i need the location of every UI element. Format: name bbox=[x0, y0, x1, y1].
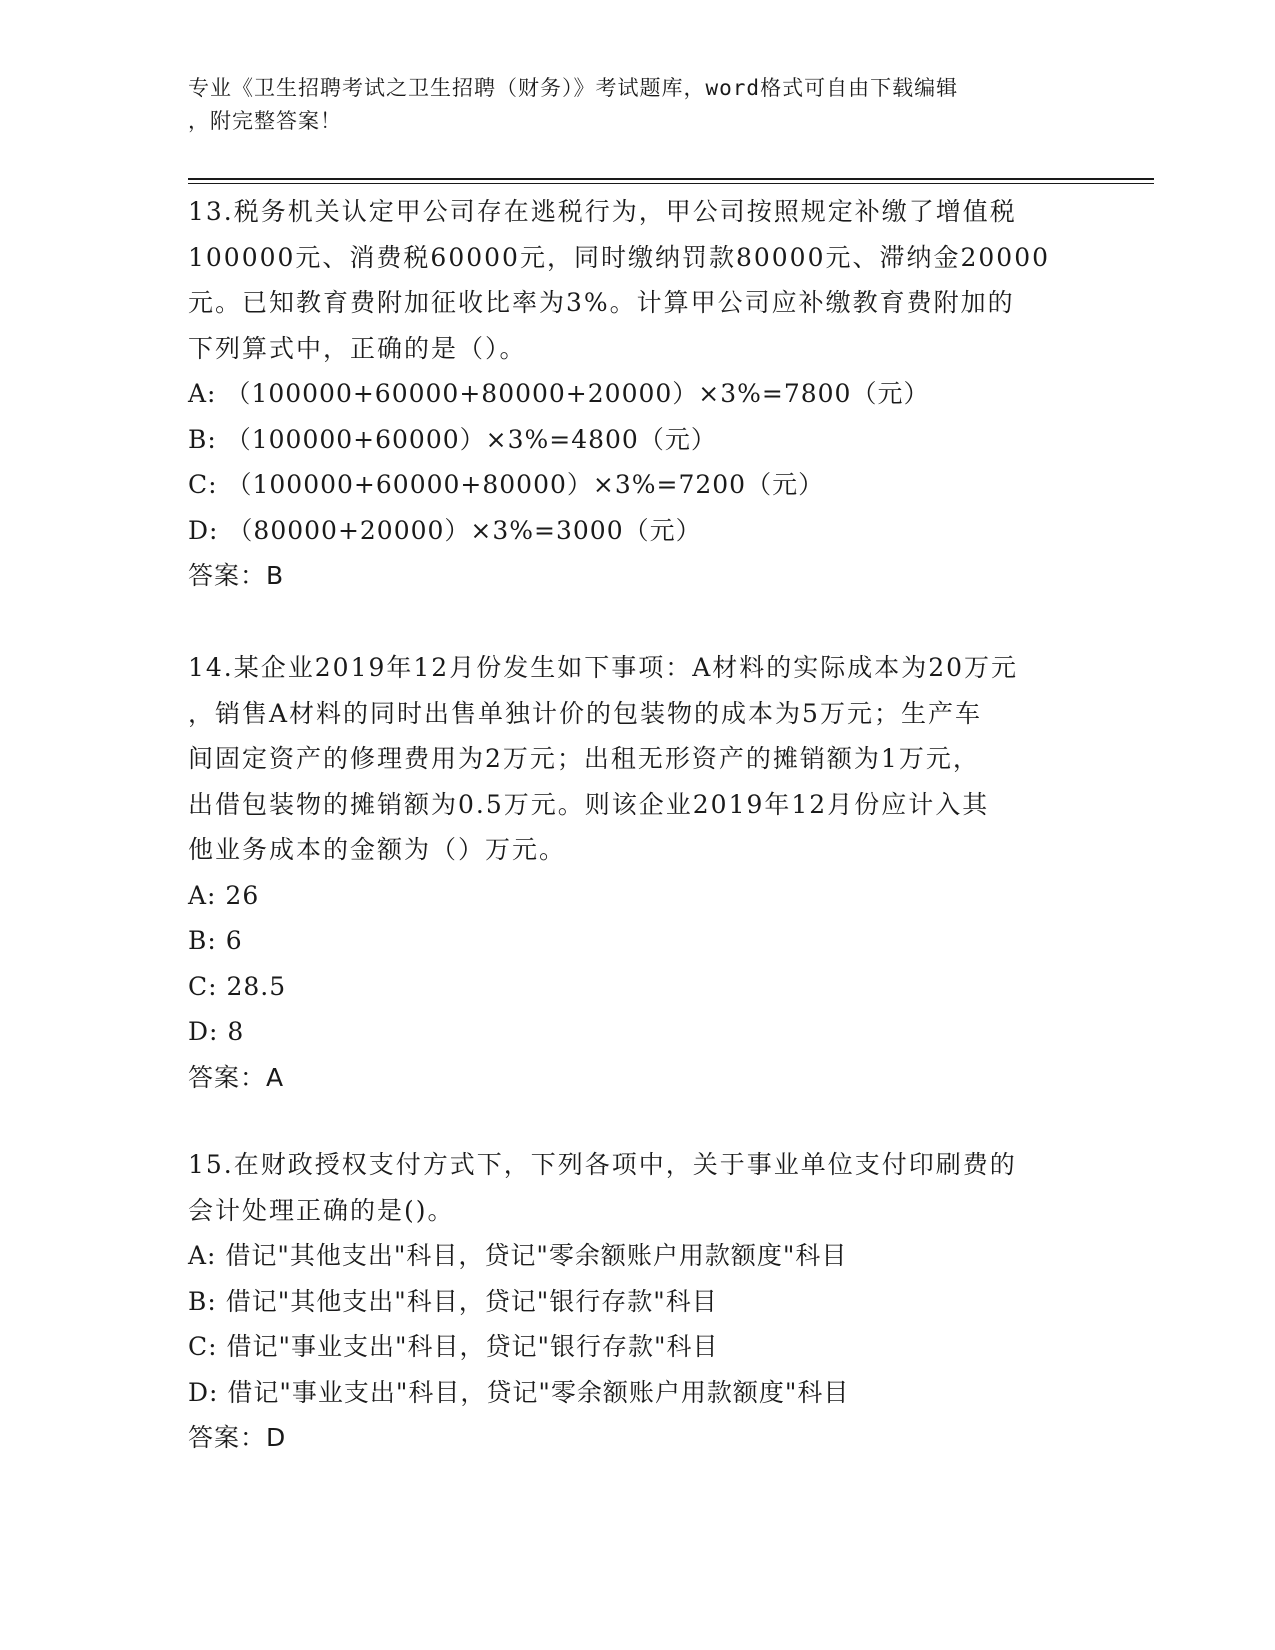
answer: 答案：B bbox=[188, 561, 285, 590]
option-b: B: 6 bbox=[188, 926, 243, 955]
question-text-line: 他业务成本的金额为（）万元。 bbox=[188, 835, 567, 864]
answer: 答案：D bbox=[188, 1423, 287, 1452]
header-divider-thin bbox=[188, 183, 1154, 184]
option-a: A: 26 bbox=[188, 880, 260, 910]
question-text-line: ，销售A材料的同时出售单独计价的包装物的成本为5万元；生产车 bbox=[188, 698, 982, 728]
option-c: C: 借记"事业支出"科目，贷记"银行存款"科目 bbox=[188, 1332, 719, 1361]
option-c: C: 28.5 bbox=[188, 971, 287, 1001]
option-d: D: 借记"事业支出"科目，贷记"零余额账户用款额度"科目 bbox=[188, 1377, 850, 1407]
option-d: D: 8 bbox=[188, 1017, 245, 1046]
answer: 答案：A bbox=[188, 1062, 285, 1092]
question-text-line: 会计处理正确的是()。 bbox=[188, 1195, 455, 1225]
question-text-line: 间固定资产的修理费用为2万元；出租无形资产的摊销额为1万元， bbox=[188, 744, 980, 773]
option-a: A: 借记"其他支出"科目，贷记"零余额账户用款额度"科目 bbox=[188, 1241, 848, 1270]
question-text-line: 13.税务机关认定甲公司存在逃税行为，甲公司按照规定补缴了增值税 bbox=[188, 197, 1017, 226]
option-a: A: （100000+60000+80000+20000）×3%=7800（元） bbox=[188, 379, 930, 408]
question-text-line: 100000元、消费税60000元，同时缴纳罚款80000元、滞纳金20000 bbox=[188, 242, 1051, 272]
question-text-line: 下列算式中，正确的是（）。 bbox=[188, 333, 527, 363]
option-c: C: （100000+60000+80000）×3%=7200（元） bbox=[188, 470, 825, 499]
question-13 bbox=[188, 189, 1088, 599]
question-text-line: 14.某企业2019年12月份发生如下事项：A材料的实际成本为20万元 bbox=[188, 653, 1019, 682]
question-14 bbox=[188, 645, 1088, 1100]
option-b: B: （100000+60000）×3%=4800（元） bbox=[188, 424, 717, 454]
question-text-line: 元。已知教育费附加征收比率为3%。计算甲公司应补缴教育费附加的 bbox=[188, 288, 1015, 317]
question-text-line: 出借包装物的摊销额为0.5万元。则该企业2019年12月份应计入其 bbox=[188, 789, 990, 819]
header-divider-thick bbox=[188, 178, 1154, 180]
question-15 bbox=[188, 1142, 1088, 1461]
question-text-line: 15.在财政授权支付方式下，下列各项中，关于事业单位支付印刷费的 bbox=[188, 1150, 1017, 1179]
option-d: D: （80000+20000）×3%=3000（元） bbox=[188, 515, 702, 545]
page-header: 专业《卫生招聘考试之卫生招聘（财务）》考试题库，word格式可自由下载编辑 ，附完整答案！ bbox=[188, 76, 959, 133]
option-b: B: 借记"其他支出"科目，贷记"银行存款"科目 bbox=[188, 1286, 718, 1316]
